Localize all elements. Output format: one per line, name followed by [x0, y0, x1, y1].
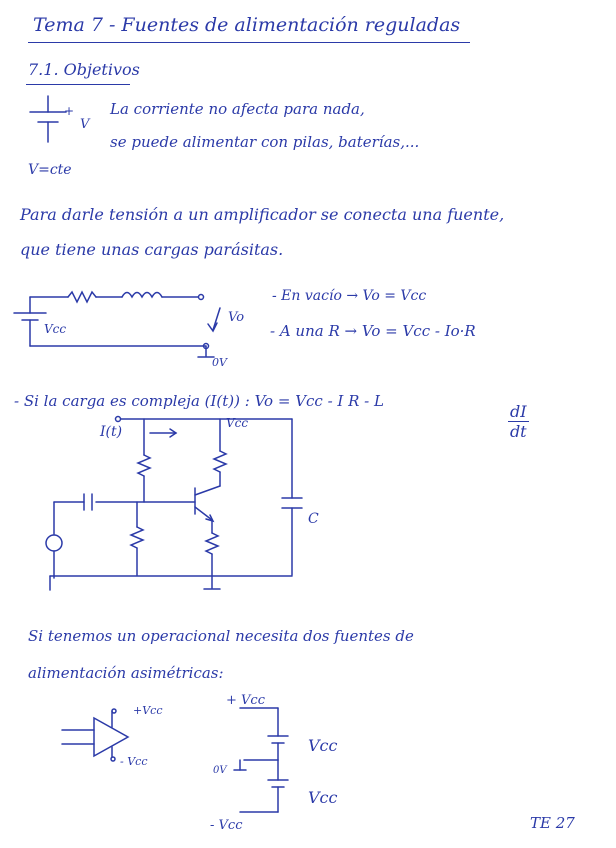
supply-vcc-upper-label: Vcc: [308, 736, 338, 755]
dual-supply-diagram: [234, 708, 288, 812]
objective-line-1: La corriente no afecta para nada,: [110, 100, 365, 118]
equation-no-load: - En vacío → Vo = Vcc: [272, 288, 427, 304]
paragraph-line-1: Para darle tensión a un amplificador se conecta una fuente,: [20, 205, 505, 224]
battery-v-label: V: [80, 117, 90, 132]
complex-load-equation: - Si la carga es compleja (I(t)) : Vo = Vcc - I R - L: [14, 392, 384, 410]
opamp-text-line-1: Si tenemos un operacional necesita dos fuentes de: [28, 627, 414, 645]
circuit1-ground-label: 0V: [212, 356, 227, 369]
section-underline: [26, 84, 130, 85]
opamp-minus-vcc-label: - Vcc: [120, 755, 148, 768]
circuit1-vo-label: Vo: [228, 310, 245, 325]
battery-symbol: [30, 96, 66, 142]
amplifier-circuit-diagram: [46, 417, 302, 591]
supply-ground-label: 0V: [213, 765, 227, 776]
opamp-plus-vcc-label: +Vcc: [133, 704, 163, 717]
opamp-text-line-2: alimentación asimétricas:: [28, 664, 224, 682]
objective-line-2: se puede alimentar con pilas, baterías,...: [110, 133, 420, 151]
section-heading: 7.1. Objetivos: [28, 60, 140, 79]
title-underline: [28, 42, 470, 43]
equation-resistive-load: - A una R → Vo = Vcc - Io·R: [270, 322, 476, 340]
capacitor-label: C: [308, 511, 319, 527]
supply-vcc-lower-label: Vcc: [308, 788, 338, 807]
page-number: TE 27: [530, 814, 575, 832]
supply-plus-vcc-label: + Vcc: [226, 693, 265, 708]
constant-voltage-label: V=cte: [28, 162, 72, 178]
battery-plus-label: +: [64, 104, 75, 118]
opamp-symbol: [62, 709, 128, 761]
page-title: Tema 7 - Fuentes de alimentación reguladas: [33, 14, 461, 36]
supply-minus-vcc-label: - Vcc: [210, 818, 243, 833]
circuit2-vcc-label: Vcc: [226, 416, 249, 430]
current-label: I(t): [100, 424, 123, 440]
paragraph-line-2: que tiene unas cargas parásitas.: [20, 240, 284, 259]
derivative-fraction: [508, 402, 529, 441]
fraction-numerator: dI: [510, 402, 527, 421]
circuit1-vcc-label: Vcc: [44, 322, 67, 336]
fraction-denominator: dt: [509, 422, 527, 441]
